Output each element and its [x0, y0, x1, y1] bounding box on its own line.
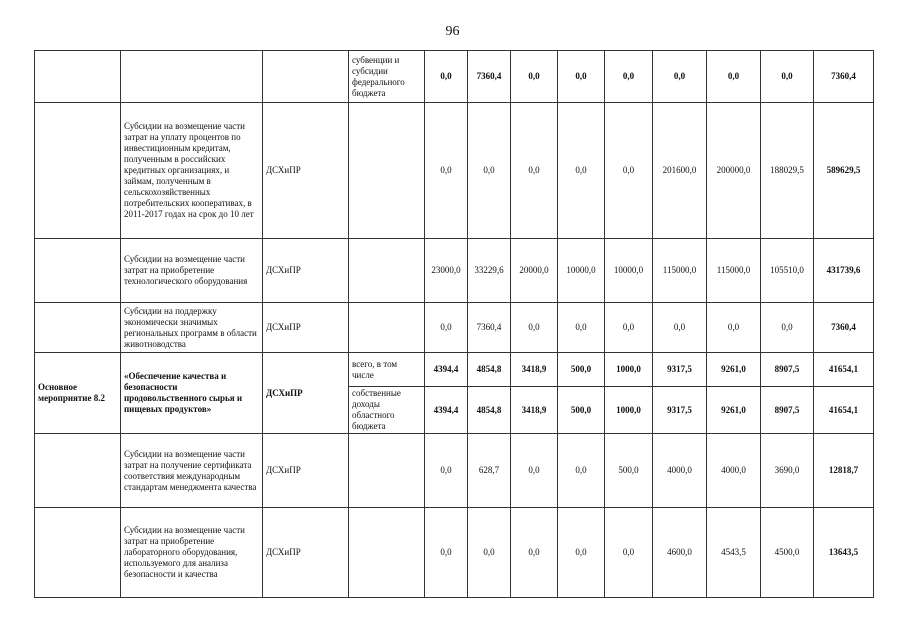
- value-cell: 7360,4: [468, 303, 511, 353]
- value-cell: 628,7: [468, 434, 511, 508]
- value-cell: 0,0: [425, 103, 468, 239]
- value-cell: 500,0: [558, 353, 605, 387]
- executor-cell: ДСХиПР: [263, 103, 349, 239]
- source-cell: всего, в том числе: [349, 353, 425, 387]
- value-cell: 4394,4: [425, 353, 468, 387]
- measure-cell: [35, 434, 121, 508]
- value-cell: 7360,4: [814, 51, 874, 103]
- source-cell: [349, 303, 425, 353]
- value-cell: 23000,0: [425, 239, 468, 303]
- value-cell: 0,0: [468, 103, 511, 239]
- value-cell: 3418,9: [511, 353, 558, 387]
- value-cell: 4543,5: [707, 508, 761, 598]
- value-cell: 115000,0: [653, 239, 707, 303]
- value-cell: 0,0: [605, 303, 653, 353]
- executor-cell: ДСХиПР: [263, 239, 349, 303]
- value-cell: 4854,8: [468, 387, 511, 434]
- measure-name-cell: Субсидии на возмещение части затрат на приобретение лабораторного оборудования, используемого для анализа безопасности и качества: [121, 508, 263, 598]
- measure-cell: [35, 51, 121, 103]
- executor-cell: ДСХиПР: [263, 303, 349, 353]
- executor-cell: ДСХиПР: [263, 353, 349, 434]
- table-row: [35, 303, 874, 353]
- measure-cell: [35, 103, 121, 239]
- value-cell: 10000,0: [558, 239, 605, 303]
- value-cell: 41654,1: [814, 387, 874, 434]
- value-cell: 4394,4: [425, 387, 468, 434]
- value-cell: 9317,5: [653, 387, 707, 434]
- value-cell: 201600,0: [653, 103, 707, 239]
- value-cell: 4500,0: [761, 508, 814, 598]
- value-cell: 0,0: [653, 51, 707, 103]
- value-cell: 41654,1: [814, 353, 874, 387]
- value-cell: 0,0: [425, 51, 468, 103]
- measure-cell: [35, 508, 121, 598]
- value-cell: 0,0: [511, 103, 558, 239]
- value-cell: 8907,5: [761, 387, 814, 434]
- executor-cell: ДСХиПР: [263, 434, 349, 508]
- value-cell: 0,0: [605, 103, 653, 239]
- table-row: [35, 434, 874, 508]
- measure-name-cell: Субсидии на возмещение части затрат на получение сертификата соответствия международным стандартам менеджмента качества: [121, 434, 263, 508]
- value-cell: 500,0: [558, 387, 605, 434]
- value-cell: 0,0: [558, 51, 605, 103]
- value-cell: 0,0: [425, 303, 468, 353]
- value-cell: 0,0: [605, 508, 653, 598]
- value-cell: 8907,5: [761, 353, 814, 387]
- value-cell: 3690,0: [761, 434, 814, 508]
- value-cell: 105510,0: [761, 239, 814, 303]
- value-cell: 12818,7: [814, 434, 874, 508]
- measure-cell: [35, 303, 121, 353]
- value-cell: 0,0: [761, 51, 814, 103]
- value-cell: 0,0: [425, 434, 468, 508]
- value-cell: 9261,0: [707, 353, 761, 387]
- value-cell: 0,0: [558, 103, 605, 239]
- measure-name-cell: [121, 51, 263, 103]
- value-cell: 115000,0: [707, 239, 761, 303]
- value-cell: 4000,0: [707, 434, 761, 508]
- value-cell: 1000,0: [605, 387, 653, 434]
- value-cell: 0,0: [511, 51, 558, 103]
- source-cell: [349, 508, 425, 598]
- value-cell: 7360,4: [468, 51, 511, 103]
- value-cell: 188029,5: [761, 103, 814, 239]
- executor-cell: ДСХиПР: [263, 508, 349, 598]
- value-cell: 13643,5: [814, 508, 874, 598]
- value-cell: 33229,6: [468, 239, 511, 303]
- measure-cell: Основное мероприятие 8.2: [35, 353, 121, 434]
- value-cell: 7360,4: [814, 303, 874, 353]
- source-cell: собственные доходы областного бюджета: [349, 387, 425, 434]
- measure-name-cell: Субсидии на возмещение части затрат на уплату процентов по инвестиционным кредитам, полученным в российских кредитных организациях, и займам, полученным в сельскохозяйственных потребительских кооперативах, в 2011-2017 годах на срок до 10 лет: [121, 103, 263, 239]
- value-cell: 500,0: [605, 434, 653, 508]
- measure-name-cell: «Обеспечение качества и безопасности продовольственного сырья и пищевых продуктов»: [121, 353, 263, 434]
- source-cell: субвенции и субсидии федерального бюджета: [349, 51, 425, 103]
- value-cell: 0,0: [707, 303, 761, 353]
- page-number: 96: [445, 24, 460, 39]
- value-cell: 0,0: [558, 303, 605, 353]
- value-cell: 0,0: [425, 508, 468, 598]
- value-cell: 10000,0: [605, 239, 653, 303]
- value-cell: 200000,0: [707, 103, 761, 239]
- source-cell: [349, 103, 425, 239]
- value-cell: 589629,5: [814, 103, 874, 239]
- table-row: [35, 103, 874, 239]
- value-cell: 0,0: [511, 303, 558, 353]
- value-cell: 0,0: [707, 51, 761, 103]
- table-row: [35, 353, 874, 387]
- value-cell: 20000,0: [511, 239, 558, 303]
- value-cell: 0,0: [558, 434, 605, 508]
- value-cell: 0,0: [558, 508, 605, 598]
- value-cell: 0,0: [511, 434, 558, 508]
- source-cell: [349, 239, 425, 303]
- source-cell: [349, 434, 425, 508]
- budget-table: [34, 50, 874, 598]
- measure-name-cell: Субсидии на возмещение части затрат на приобретение технологического оборудования: [121, 239, 263, 303]
- value-cell: 0,0: [761, 303, 814, 353]
- value-cell: 0,0: [468, 508, 511, 598]
- table-row: [35, 508, 874, 598]
- value-cell: 0,0: [605, 51, 653, 103]
- table-row: [35, 51, 874, 103]
- measure-cell: [35, 239, 121, 303]
- executor-cell: [263, 51, 349, 103]
- value-cell: 9317,5: [653, 353, 707, 387]
- value-cell: 3418,9: [511, 387, 558, 434]
- value-cell: 4854,8: [468, 353, 511, 387]
- value-cell: 9261,0: [707, 387, 761, 434]
- value-cell: 4000,0: [653, 434, 707, 508]
- value-cell: 0,0: [511, 508, 558, 598]
- measure-name-cell: Субсидии на поддержку экономически значимых региональных программ в области животноводства: [121, 303, 263, 353]
- value-cell: 0,0: [653, 303, 707, 353]
- value-cell: 431739,6: [814, 239, 874, 303]
- value-cell: 4600,0: [653, 508, 707, 598]
- value-cell: 1000,0: [605, 353, 653, 387]
- table-row: [35, 239, 874, 303]
